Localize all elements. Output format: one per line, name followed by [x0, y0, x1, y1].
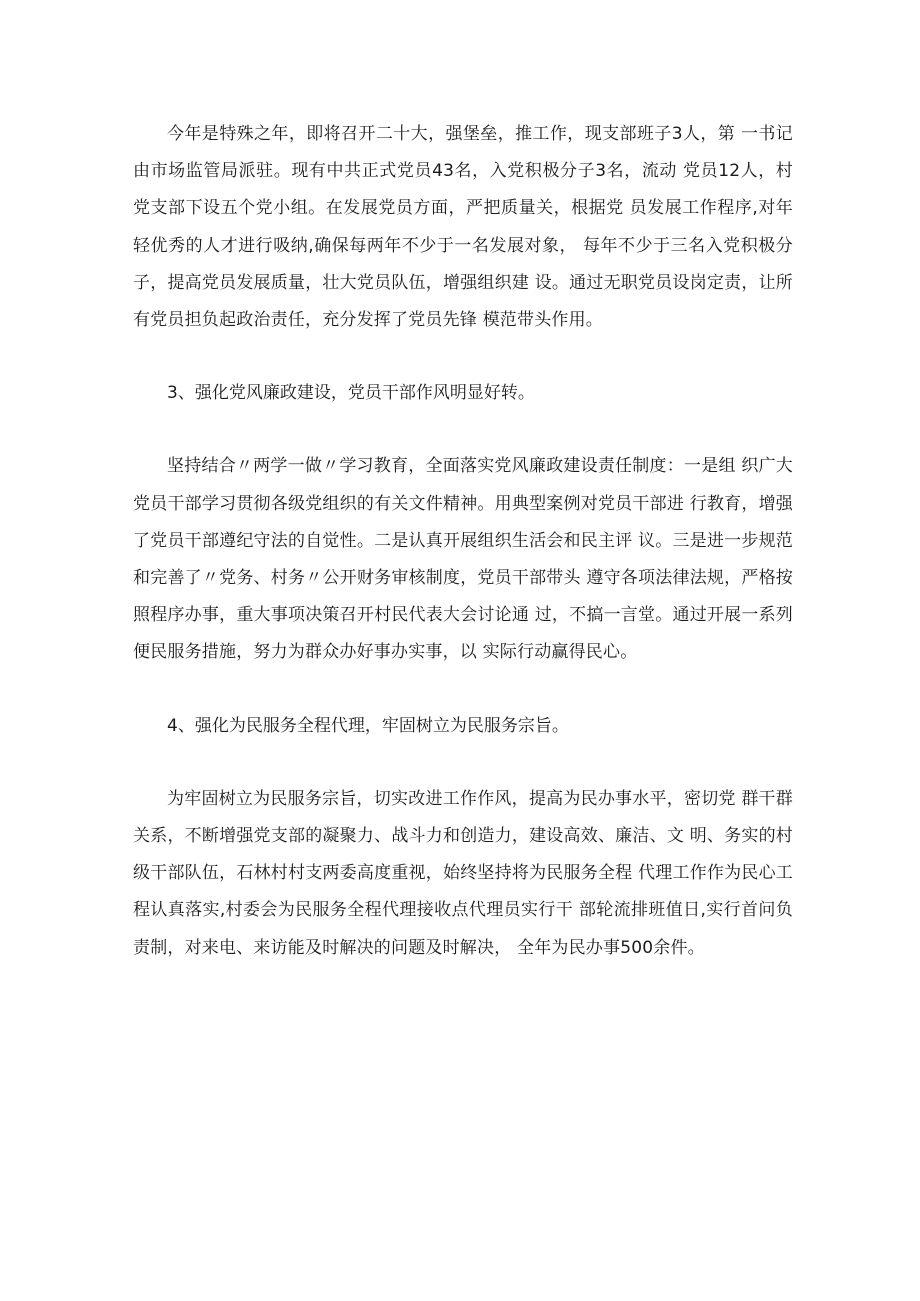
paragraph-party-building: 今年是特殊之年，即将召开二十大，强堡垒，推工作，现支部班子3人，第 一书记由市场监管局派驻。现有中共正式党员43名，入党积极分子3名，流动 党员12人，村党支部下设五个党小组。在发展党员方面，严把质量关，根据党 员发展工作程序,对年轻优秀的人才进行吸纳,确保每两年不少于一名发展对象， 每年不少于三名入党积极分子，提高党员发展质量，壮大党员队伍，增强组织建 设。通过无职党员设岗定责，让所有党员担负起政治责任，充分发挥了党员先锋 模范带头作用。 — [133, 124, 793, 331]
section-heading-4: 4、强化为民服务全程代理，牢固树立为民服务宗旨。 — [167, 715, 569, 736]
paragraph-public-service: 为牢固树立为民服务宗旨，切实改进工作作风，提高为民办事水平，密切党 群干群关系，不断增强党支部的凝聚力、战斗力和创造力，建设高效、廉洁、文 明、务实的村级干部队伍，石林村村支两委高度重视，始终坚持将为民服务全程 代理工作作为民心工程认真落实,村委会为民服务全程代理接收点代理员实行干 部轮流排班值日,实行首问负责制，对来电、来访能及时解决的问题及时解决， 全年为民办事500余件。 — [133, 788, 793, 958]
paragraph-clean-governance: 坚持结合〃两学一做〃学习教育，全面落实党风廉政建设责任制度：一是组 织广大党员干部学习贯彻各级党组织的有关文件精神。用典型案例对党员干部进 行教育，增强了党员干部遵纪守法的自觉性。二是认真开展组织生活会和民主评 议。三是进一步规范和完善了〃党务、村务〃公开财务审核制度，党员干部带头 遵守各项法律法规，严格按照程序办事，重大事项决策召开村民代表大会讨论通 过，不搞一言堂。通过开展一系列便民服务措施，努力为群众办好事办实事，以 实际行动赢得民心。 — [133, 456, 793, 663]
section-heading-3: 3、强化党风廉政建设，党员干部作风明显好转。 — [167, 383, 535, 404]
document-body — [133, 116, 793, 967]
